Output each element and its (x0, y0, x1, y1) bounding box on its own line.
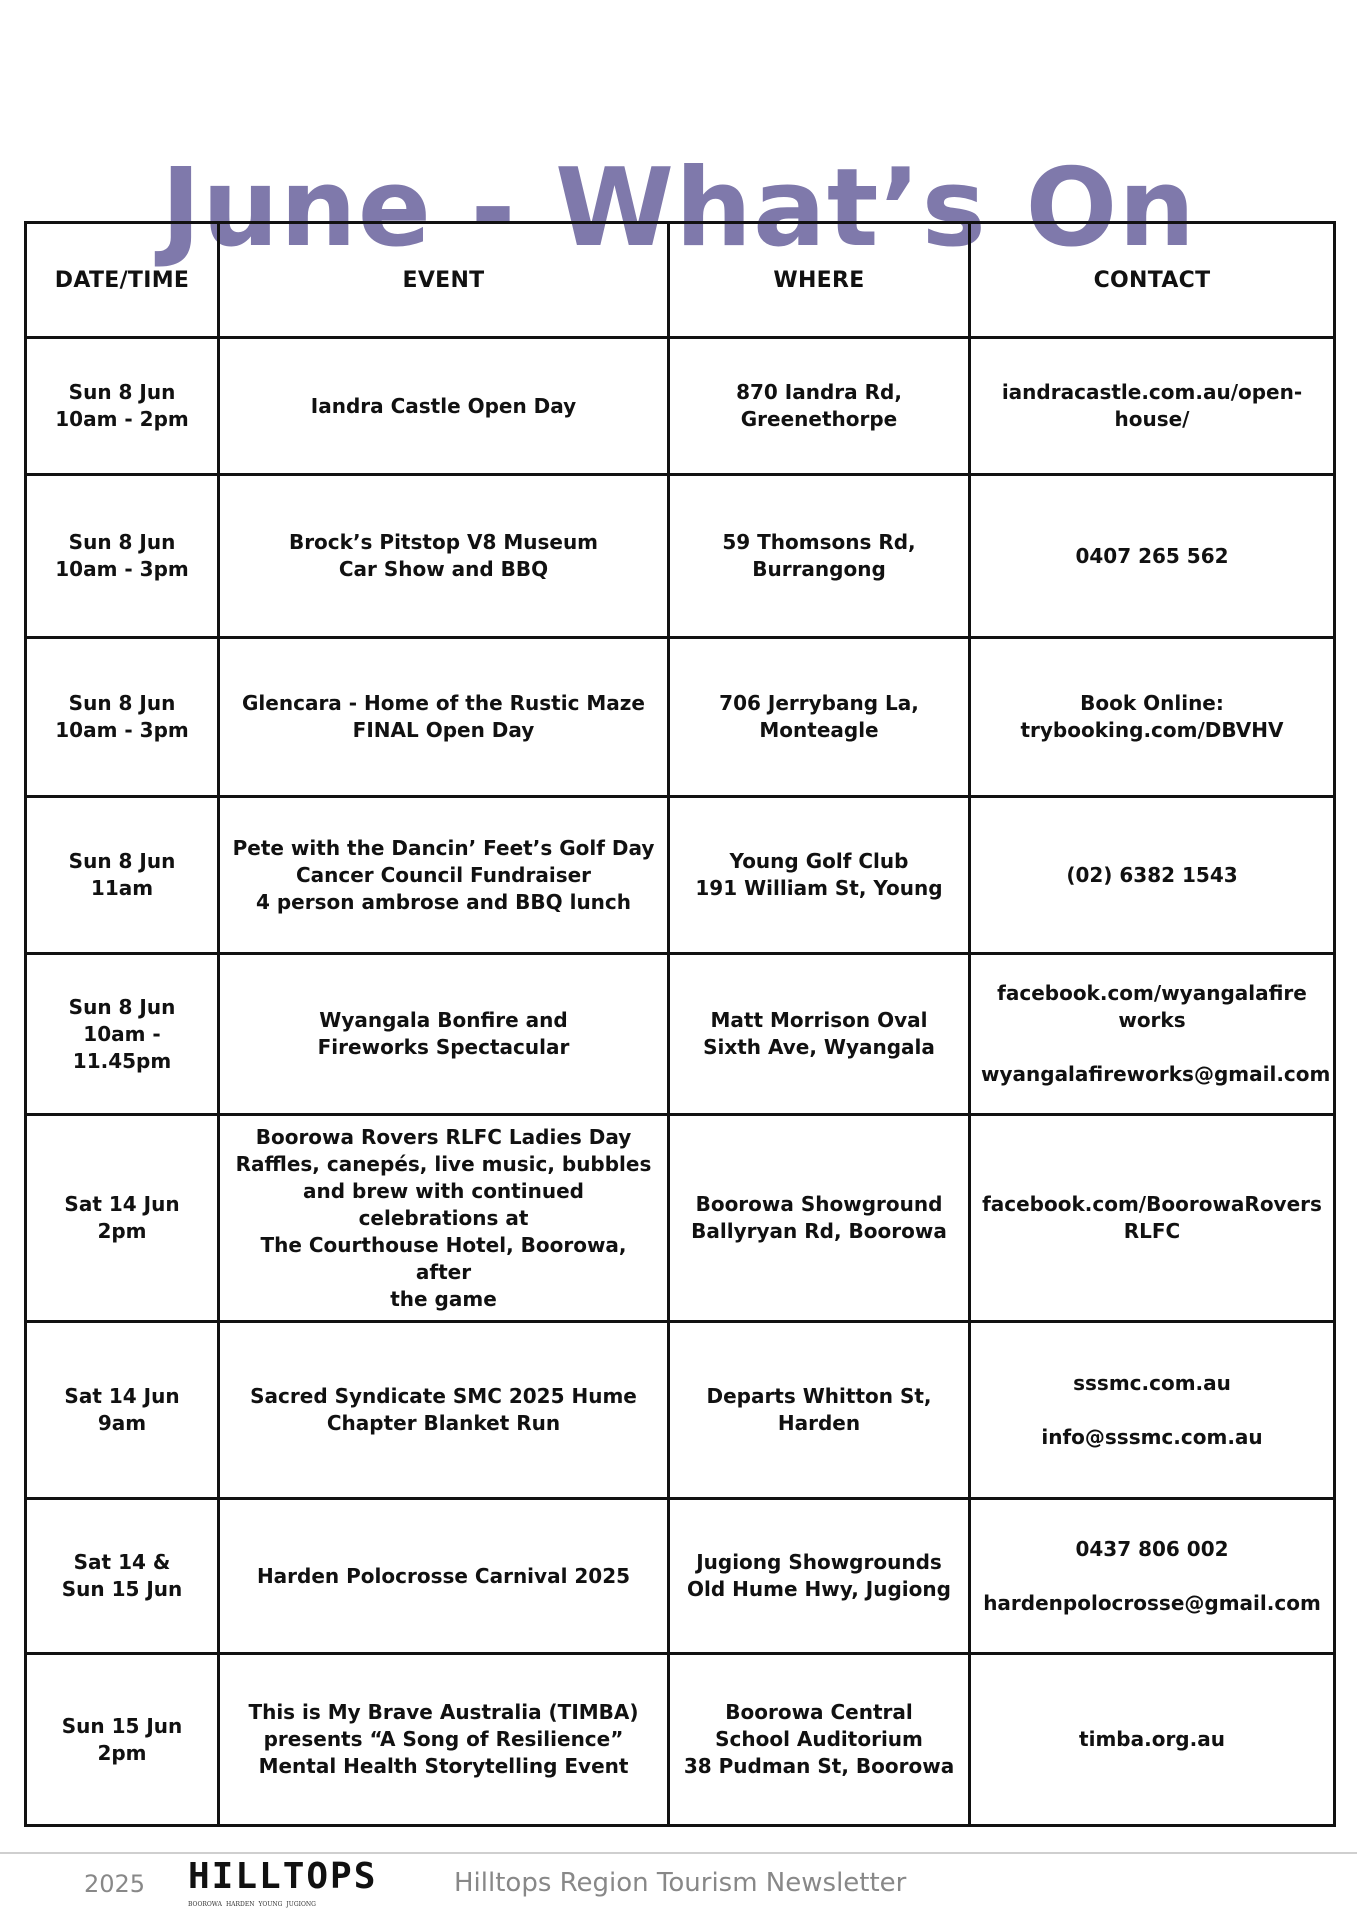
cell-contact (970, 1499, 1335, 1654)
where-line: 59 Thomsons Rd, (722, 530, 916, 554)
cell-contact (970, 475, 1335, 638)
date-line: Sun 8 Jun (68, 691, 176, 715)
contact-line: facebook.com/wyangalafire (997, 981, 1307, 1005)
event-row (26, 1322, 1335, 1499)
cell-event (219, 338, 669, 475)
contact-line: 0437 806 002 (1075, 1536, 1229, 1561)
date-line: 2pm (97, 1219, 147, 1243)
cell-contact (970, 338, 1335, 475)
where-line: Old Hume Hwy, Jugiong (687, 1577, 951, 1601)
events-table (24, 221, 1336, 1827)
date-line: Sun 8 Jun (68, 380, 176, 404)
event-line: Raffles, canepés, live music, bubbles (235, 1151, 652, 1176)
cell-where (669, 1115, 970, 1322)
events-body (26, 338, 1335, 1826)
event-line: Mental Health Storytelling Event (258, 1754, 629, 1778)
where-line: Young Golf Club (729, 849, 909, 873)
where-line: 191 William St, Young (695, 876, 943, 900)
where-line: Harden (777, 1411, 861, 1435)
event-line: Brock’s Pitstop V8 Museum (288, 530, 599, 554)
cell-date (26, 954, 219, 1115)
where-line: 38 Pudman St, Boorowa (683, 1754, 955, 1778)
page-title: June - What’s On (160, 146, 1197, 272)
date-line: Sun 8 Jun (68, 849, 176, 873)
event-row (26, 1499, 1335, 1654)
event-line: the game (390, 1286, 497, 1311)
contact-line: house/ (1114, 407, 1190, 431)
cell-where (669, 638, 970, 797)
date-line: 10am - 3pm (55, 557, 189, 581)
event-line: Harden Polocrosse Carnival 2025 (256, 1563, 631, 1588)
where-line: Jugiong Showgrounds (696, 1550, 942, 1574)
date-line: 2pm (97, 1740, 147, 1765)
contact-line: Book Online: (1080, 691, 1224, 715)
header-row (26, 223, 1335, 338)
event-line: Fireworks Spectacular (317, 1035, 570, 1059)
event-line: Iandra Castle Open Day (310, 393, 577, 418)
cell-date (26, 1322, 219, 1499)
where-line: Greenethorpe (740, 407, 898, 431)
date-line: 10am - 2pm (55, 407, 189, 431)
logo-wordmark: HILLTOPS (188, 1856, 378, 1897)
event-line: and brew with continued celebrations at (303, 1178, 584, 1230)
cell-where (669, 475, 970, 638)
event-line: Boorowa Rovers RLFC Ladies Day (255, 1124, 632, 1149)
cell-event (219, 1115, 669, 1322)
newsletter-name: Hilltops Region Tourism Newsletter (454, 1868, 907, 1898)
where-line: Sixth Ave, Wyangala (703, 1035, 935, 1059)
cell-where (669, 1322, 970, 1499)
logo-town: BOOROWA (188, 1901, 222, 1908)
header-date: DATE/TIME (26, 223, 219, 338)
event-row (26, 475, 1335, 638)
cell-date (26, 797, 219, 954)
event-line: Chapter Blanket Run (326, 1411, 561, 1435)
date-line: Sun 8 Jun (68, 530, 176, 554)
cell-event (219, 1322, 669, 1499)
where-line: Matt Morrison Oval (710, 1008, 928, 1032)
cell-contact (970, 638, 1335, 797)
event-row (26, 954, 1335, 1115)
date-line: Sat 14 Jun (64, 1384, 180, 1408)
cell-event (219, 1499, 669, 1654)
contact-line: 0407 265 562 (1075, 543, 1229, 568)
event-line: Pete with the Dancin’ Feet’s Golf Day (232, 835, 655, 860)
hilltops-logo (188, 1856, 378, 1914)
contact-line: trybooking.com/DBVHV (1020, 718, 1284, 742)
footer-divider (0, 1852, 1357, 1854)
date-line: 11.45pm (72, 1048, 172, 1073)
cell-date (26, 475, 219, 638)
logo-town: HARDEN (225, 1901, 255, 1908)
cell-date (26, 1115, 219, 1322)
date-line: 11am (90, 876, 154, 900)
event-line: FINAL Open Day (352, 718, 535, 742)
cell-contact (970, 1654, 1335, 1826)
cell-event (219, 797, 669, 954)
where-line: Burrangong (752, 557, 886, 581)
contact-line (981, 1397, 1323, 1424)
contact-line: timba.org.au (1079, 1727, 1225, 1751)
where-line: Boorowa Showground (695, 1192, 943, 1216)
event-line: Cancer Council Fundraiser (295, 862, 592, 887)
event-line: Car Show and BBQ (338, 557, 549, 581)
logo-town: YOUNG (258, 1901, 283, 1908)
cell-event (219, 954, 669, 1115)
where-line: 870 Iandra Rd, (736, 380, 902, 404)
cell-contact (970, 954, 1335, 1115)
contact-line: RLFC (1123, 1219, 1181, 1243)
event-line: Sacred Syndicate SMC 2025 Hume (250, 1384, 637, 1408)
contact-line: works (1118, 1008, 1186, 1032)
cell-contact (970, 797, 1335, 954)
event-line: 4 person ambrose and BBQ lunch (255, 889, 632, 914)
date-line: 10am - (83, 1021, 161, 1046)
header-where: WHERE (669, 223, 970, 338)
date-line: Sun 15 Jun (61, 1713, 183, 1738)
event-row (26, 1115, 1335, 1322)
where-line: 706 Jerrybang La, (719, 691, 919, 715)
cell-event (219, 638, 669, 797)
cell-contact (970, 1115, 1335, 1322)
cell-event (219, 1654, 669, 1826)
cell-date (26, 638, 219, 797)
event-line: presents “A Song of Resilience” (263, 1727, 624, 1751)
where-line: School Auditorium (715, 1727, 923, 1751)
cell-where (669, 338, 970, 475)
contact-line: (02) 6382 1543 (1066, 862, 1238, 887)
date-line: Sat 14 & (73, 1550, 171, 1574)
cell-where (669, 954, 970, 1115)
contact-line: info@sssmc.com.au (1041, 1424, 1263, 1449)
logo-town: JUGIONG (286, 1901, 316, 1908)
event-row (26, 638, 1335, 797)
contact-line (981, 1563, 1323, 1590)
where-line: Monteagle (759, 718, 879, 742)
contact-line: sssmc.com.au (1073, 1370, 1231, 1395)
date-line: 10am - 3pm (55, 718, 189, 742)
cell-event (219, 475, 669, 638)
where-line: Ballyryan Rd, Boorowa (691, 1219, 947, 1243)
header-contact: CONTACT (970, 223, 1335, 338)
event-line: This is My Brave Australia (TIMBA) (248, 1700, 639, 1724)
contact-line: wyangalafireworks@gmail.com (981, 1062, 1331, 1086)
event-line: Wyangala Bonfire and (319, 1008, 568, 1032)
event-row (26, 338, 1335, 475)
where-line: Boorowa Central (725, 1700, 913, 1724)
date-line: Sun 8 Jun (68, 994, 176, 1019)
event-line: Glencara - Home of the Rustic Maze (242, 691, 645, 715)
event-row (26, 797, 1335, 954)
where-line: Departs Whitton St, (706, 1384, 932, 1408)
contact-line: iandracastle.com.au/open- (1001, 380, 1303, 404)
cell-contact (970, 1322, 1335, 1499)
logo-towns (188, 1900, 316, 1910)
cell-date (26, 1499, 219, 1654)
footer-year: 2025 (84, 1870, 146, 1898)
date-line: Sat 14 Jun (64, 1192, 180, 1216)
cell-date (26, 338, 219, 475)
contact-line (981, 1034, 1323, 1061)
cell-where (669, 1499, 970, 1654)
date-line: 9am (97, 1411, 147, 1435)
event-line: The Courthouse Hotel, Boorowa, after (260, 1232, 627, 1284)
cell-where (669, 1654, 970, 1826)
contact-line: hardenpolocrosse@gmail.com (983, 1590, 1321, 1615)
header-event: EVENT (219, 223, 669, 338)
contact-line: facebook.com/BoorowaRovers (982, 1192, 1322, 1216)
cell-where (669, 797, 970, 954)
date-line: Sun 15 Jun (61, 1577, 183, 1601)
cell-date (26, 1654, 219, 1826)
event-row (26, 1654, 1335, 1826)
